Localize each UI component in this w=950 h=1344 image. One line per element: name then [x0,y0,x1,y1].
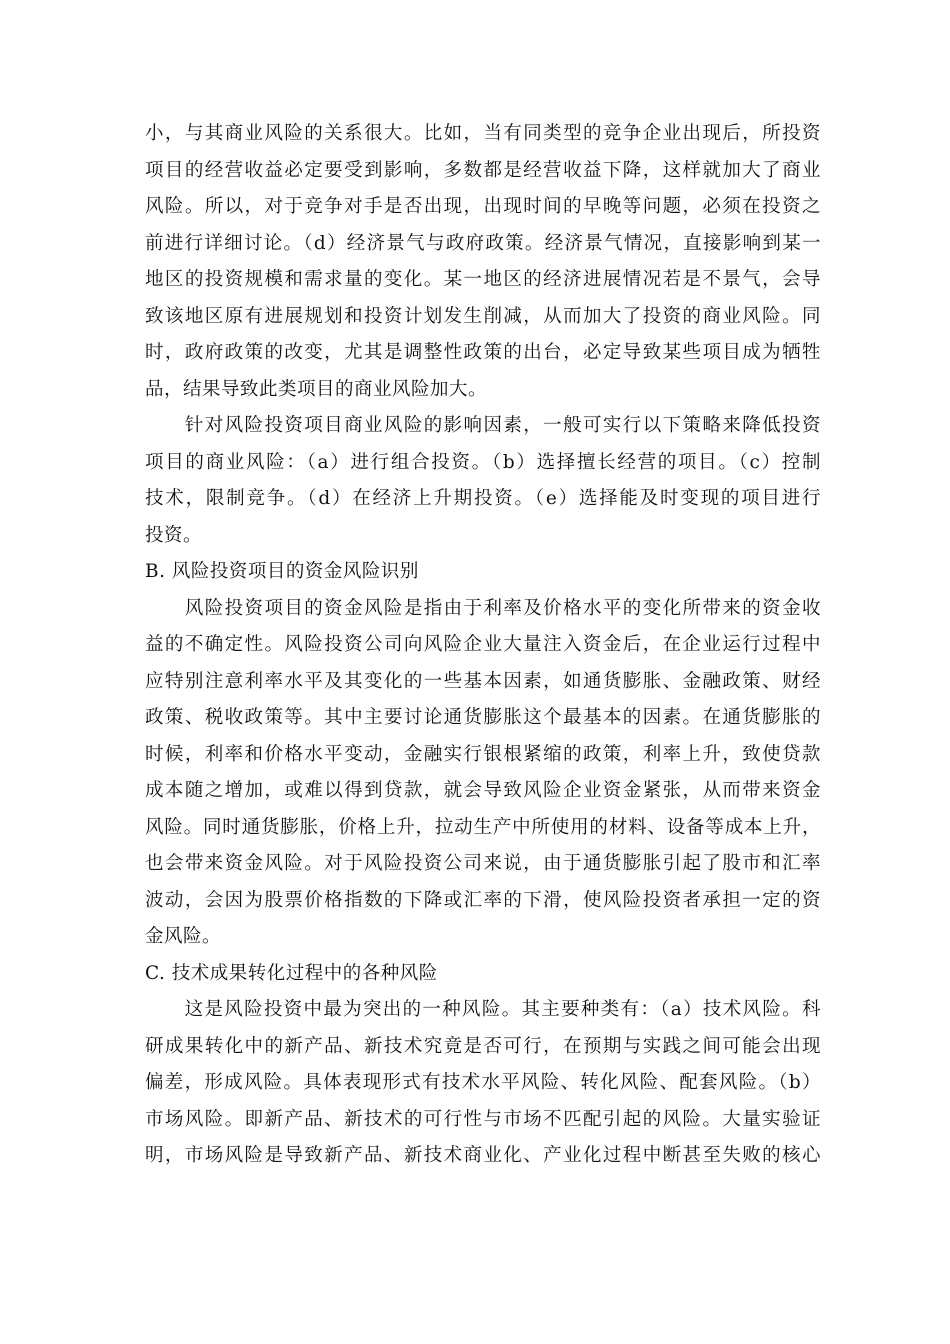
text-line: 品，结果导致此类项目的商业风险加大。 [145,378,488,400]
text-line: 时，政府政策的改变，尤其是调整性政策的出台，必定导致某些项目成为牺牲 [145,342,821,363]
document-page [145,116,821,1175]
text-line: 小，与其商业风险的关系很大。比如，当有同类型的竞争企业出现后，所投资 [145,123,821,144]
text-line: 成本随之增加，或难以得到贷款，就会导致风险企业资金紧张，从而带来资金 [145,780,821,801]
text-line: 地区的投资规模和需求量的变化。某一地区的经济进展情况若是不景气，会导 [145,269,821,290]
text-line: 前进行详细讨论。（d）经济景气与政府政策。经济景气情况，直接影响到某一 [145,232,821,254]
text-line: C. 技术成果转化过程中的各种风险 [145,962,438,984]
text-line: 风险投资项目的资金风险是指由于利率及价格水平的变化所带来的资金收 [145,597,821,619]
text-line: 金风险。 [145,926,222,947]
text-line: 偏差，形成风险。具体表现形式有技术水平风险、转化风险、配套风险。（b） [145,1072,821,1093]
text-line: 研成果转化中的新产品、新技术究竟是否可行，在预期与实践之间可能会出现 [145,1035,821,1057]
text-line: 致该地区原有进展规划和投资计划发生削减，从而加大了投资的商业风险。同 [145,305,821,327]
text-line: 风险。同时通货膨胀，价格上升，拉动生产中所使用的材料、设备等成本上升， [145,816,821,838]
text-line: 风险。所以，对于竞争对手是否出现，出现时间的早晚等问题，必须在投资之 [145,196,821,217]
text-line: B. 风险投资项目的资金风险识别 [145,561,419,582]
text-line: 技术，限制竞争。（d）在经济上升期投资。（e）选择能及时变现的项目进行 [145,488,821,509]
text-line: 项目的商业风险：（a）进行组合投资。（b）选择擅长经营的项目。（c）控制 [145,451,821,473]
text-line: 市场风险。即新产品、新技术的可行性与市场不匹配引起的风险。大量实验证 [145,1108,821,1130]
text-line: 项目的经营收益必定要受到影响，多数都是经营收益下降，这样就加大了商业 [145,159,821,181]
text-line: 波动，会因为股票价格指数的下降或汇率的下滑，使风险投资者承担一定的资 [145,889,821,911]
text-line: 政策、税收政策等。其中主要讨论通货膨胀这个最基本的因素。在通货膨胀的 [145,707,821,728]
text-line: 也会带来资金风险。对于风险投资公司来说，由于通货膨胀引起了股市和汇率 [145,853,821,874]
text-line: 益的不确定性。风险投资公司向风险企业大量注入资金后，在企业运行过程中 [145,634,821,655]
text-line: 这是风险投资中最为突出的一种风险。其主要种类有：（a）技术风险。科 [145,999,821,1020]
text-line: 明，市场风险是导致新产品、新技术商业化、产业化过程中断甚至失败的核心 [145,1145,821,1166]
text-line: 针对风险投资项目商业风险的影响因素，一般可实行以下策略来降低投资 [145,415,821,436]
text-line: 应特别注意利率水平及其变化的一些基本因素，如通货膨胀、金融政策、财经 [145,670,821,692]
text-line: 时候，利率和价格水平变动，金融实行银根紧缩的政策，利率上升，致使贷款 [145,743,821,765]
text-line: 投资。 [145,524,203,546]
